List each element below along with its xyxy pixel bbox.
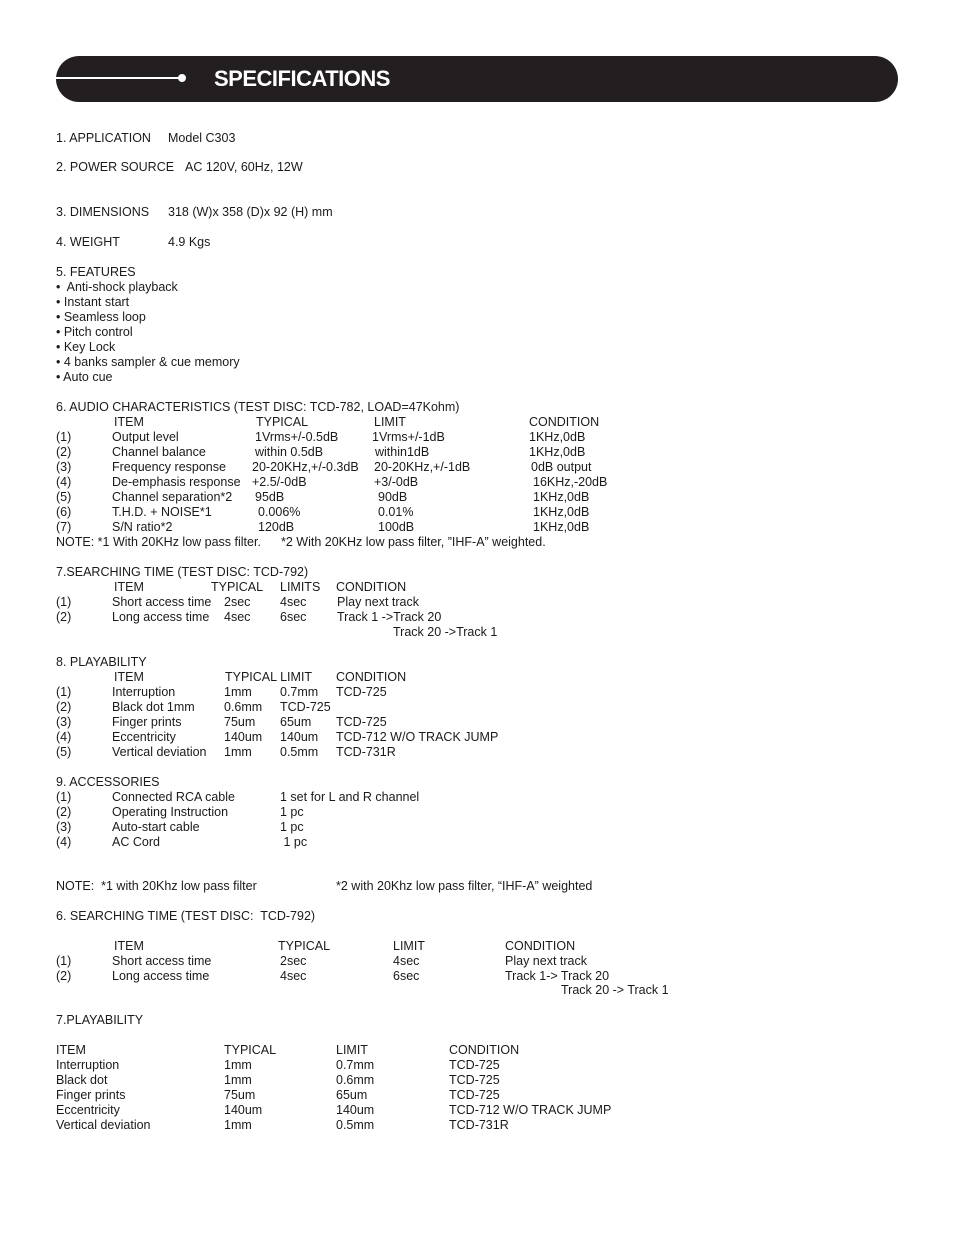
table-cell: AC Cord	[112, 835, 160, 849]
table-cell: (2)	[56, 969, 72, 983]
table-cell: within 0.5dB	[255, 445, 324, 459]
search2-header-limit: LIMIT	[393, 939, 425, 953]
table-cell: 1mm	[224, 745, 252, 759]
table-cell: (3)	[56, 460, 72, 474]
weight-value: 4.9 Kgs	[168, 235, 211, 249]
search1-heading: 7.SEARCHING TIME (TEST DISC: TCD-792)	[56, 565, 309, 579]
table-cell: 2sec	[224, 595, 251, 609]
table-cell: TCD-725	[449, 1073, 500, 1087]
application-label: 1. APPLICATION	[56, 131, 151, 145]
table-cell: TCD-731R	[336, 745, 396, 759]
weight-label: 4. WEIGHT	[56, 235, 120, 249]
table-cell: De-emphasis response	[112, 475, 241, 489]
table-cell: 6sec	[393, 969, 420, 983]
table-cell: (7)	[56, 520, 72, 534]
table-cell: 1mm	[224, 1073, 252, 1087]
table-cell: 1 pc	[280, 835, 308, 849]
table-cell: 4sec	[393, 954, 420, 968]
table-cell: 0.6mm	[224, 700, 263, 714]
table-cell: TCD-725	[280, 700, 331, 714]
audio-header-condition: CONDITION	[529, 415, 600, 429]
table-cell: +2.5/-0dB	[252, 475, 307, 489]
table-cell: 140um	[224, 730, 263, 744]
audio-header-typical: TYPICAL	[256, 415, 309, 429]
table-cell: Black dot	[56, 1073, 108, 1087]
table-cell: 100dB	[378, 520, 415, 534]
table-cell: T.H.D. + NOISE*1	[112, 505, 212, 519]
table-cell: (2)	[56, 445, 72, 459]
table-cell: TCD-712 W/O TRACK JUMP	[449, 1103, 612, 1117]
table-cell: 65um	[336, 1088, 368, 1102]
table-cell: Channel separation*2	[112, 490, 233, 504]
table-cell: (2)	[56, 610, 72, 624]
table-cell: 140um	[280, 730, 319, 744]
table-cell: Channel balance	[112, 445, 206, 459]
table-cell: Interruption	[112, 685, 176, 699]
table-cell: 1mm	[224, 1118, 252, 1132]
search1-header-limits: LIMITS	[280, 580, 321, 594]
search2-heading: 6. SEARCHING TIME (TEST DISC: TCD-792)	[56, 909, 316, 923]
audio-heading: 6. AUDIO CHARACTERISTICS (TEST DISC: TCD-782, LOAD=47Kohm)	[56, 400, 460, 414]
table-cell: 140um	[336, 1103, 375, 1117]
table-cell: 20-20KHz,+/-0.3dB	[252, 460, 359, 474]
feature-item: • Instant start	[56, 295, 130, 309]
table-cell: Eccentricity	[112, 730, 176, 744]
table-cell: (1)	[56, 954, 72, 968]
table-cell: 1 set for L and R channel	[280, 790, 420, 804]
table-cell: Finger prints	[112, 715, 182, 729]
table-cell: 4sec	[280, 969, 307, 983]
table-cell: 1 pc	[280, 820, 304, 834]
section-banner	[56, 56, 898, 102]
table-cell: 1 pc	[280, 805, 304, 819]
table-cell: 1mm	[224, 1058, 252, 1072]
table-cell: 75um	[224, 1088, 256, 1102]
feature-item: • 4 banks sampler & cue memory	[56, 355, 240, 369]
dimensions-value: 318 (W)x 358 (D)x 92 (H) mm	[168, 205, 333, 219]
audio-header-item: ITEM	[114, 415, 144, 429]
banner-dot-icon	[178, 74, 186, 82]
table-cell: (1)	[56, 595, 72, 609]
table-cell: 2sec	[280, 954, 307, 968]
table-cell: (4)	[56, 730, 72, 744]
table-cell: 65um	[280, 715, 312, 729]
table-cell: Frequency response	[112, 460, 226, 474]
table-cell: Track 20 -> Track 1	[561, 983, 669, 997]
table-cell: Finger prints	[56, 1088, 126, 1102]
table-cell: (1)	[56, 790, 72, 804]
table-cell: Track 1 ->Track 20	[337, 610, 442, 624]
table-cell: (2)	[56, 805, 72, 819]
table-cell: 1Vrms+/-1dB	[372, 430, 445, 444]
table-cell: 4sec	[280, 595, 307, 609]
table-cell: 1mm	[224, 685, 252, 699]
features-heading: 5. FEATURES	[56, 265, 136, 279]
feature-item: • Key Lock	[56, 340, 116, 354]
table-cell: Interruption	[56, 1058, 120, 1072]
page-title: SPECIFICATIONS	[214, 66, 390, 91]
audio-header-limit: LIMIT	[374, 415, 406, 429]
table-cell: 1KHz,0dB	[533, 490, 590, 504]
table-cell: TCD-731R	[449, 1118, 509, 1132]
table-cell: 0.6mm	[336, 1073, 375, 1087]
table-cell: 0.01%	[378, 505, 414, 519]
search2-header-condition: CONDITION	[505, 939, 576, 953]
table-cell: (1)	[56, 430, 72, 444]
table-cell: 16KHz,-20dB	[533, 475, 608, 489]
table-cell: Vertical deviation	[56, 1118, 151, 1132]
play2-heading: 7.PLAYABILITY	[56, 1013, 144, 1027]
table-cell: 0.5mm	[280, 745, 319, 759]
table-cell: Long access time	[112, 969, 210, 983]
accessories-heading: 9. ACCESSORIES	[56, 775, 160, 789]
table-cell: S/N ratio*2	[112, 520, 173, 534]
play1-header-item: ITEM	[114, 670, 144, 684]
table-cell: (5)	[56, 490, 72, 504]
search2-header-item: ITEM	[114, 939, 144, 953]
table-cell: 1KHz,0dB	[533, 505, 590, 519]
note-right: *2 with 20Khz low pass filter, “IHF-A” weighted	[336, 879, 593, 893]
play1-header-typical-limit: TYPICAL LIMIT	[225, 670, 313, 684]
application-value: Model C303	[168, 131, 236, 145]
table-cell: TCD-725	[449, 1058, 500, 1072]
dimensions-label: 3. DIMENSIONS	[56, 205, 150, 219]
table-cell: 120dB	[258, 520, 295, 534]
play2-header-condition: CONDITION	[449, 1043, 520, 1057]
table-cell: 0.006%	[258, 505, 301, 519]
audio-note-2: *2 With 20KHz low pass filter, ”IHF-A” weighted.	[281, 535, 546, 549]
play1-heading: 8. PLAYABILITY	[56, 655, 147, 669]
table-cell: TCD-725	[336, 685, 387, 699]
audio-note-1: NOTE: *1 With 20KHz low pass filter.	[56, 535, 261, 549]
table-cell: 95dB	[255, 490, 285, 504]
play2-header-item: ITEM	[56, 1043, 86, 1057]
table-cell: (1)	[56, 685, 72, 699]
feature-item: • Anti-shock playback	[56, 280, 178, 294]
table-cell: Connected RCA cable	[112, 790, 235, 804]
table-cell: TCD-712 W/O TRACK JUMP	[336, 730, 499, 744]
table-cell: TCD-725	[336, 715, 387, 729]
table-cell: Track 1-> Track 20	[505, 969, 610, 983]
table-cell: (6)	[56, 505, 72, 519]
table-cell: 4sec	[224, 610, 251, 624]
table-cell: Short access time	[112, 595, 212, 609]
table-cell: 75um	[224, 715, 256, 729]
banner-line	[56, 77, 180, 79]
table-cell: Long access time	[112, 610, 210, 624]
table-cell: 1KHz,0dB	[529, 445, 586, 459]
search2-header-typical: TYPICAL	[278, 939, 331, 953]
table-cell: Play next track	[337, 595, 419, 609]
play2-header-typical: TYPICAL	[224, 1043, 277, 1057]
feature-item: • Seamless loop	[56, 310, 146, 324]
table-cell: (2)	[56, 700, 72, 714]
table-cell: 1KHz,0dB	[533, 520, 590, 534]
table-cell: (3)	[56, 820, 72, 834]
table-cell: TCD-725	[449, 1088, 500, 1102]
table-cell: 0.7mm	[280, 685, 319, 699]
table-cell: within1dB	[375, 445, 430, 459]
table-cell: 1KHz,0dB	[529, 430, 586, 444]
table-cell: Track 20 ->Track 1	[393, 625, 498, 639]
table-cell: 20-20KHz,+/-1dB	[374, 460, 471, 474]
table-cell: 140um	[224, 1103, 263, 1117]
table-cell: Auto-start cable	[112, 820, 200, 834]
table-cell: 1Vrms+/-0.5dB	[255, 430, 339, 444]
table-cell: Play next track	[505, 954, 587, 968]
feature-item: • Auto cue	[56, 370, 113, 384]
table-cell: 0.5mm	[336, 1118, 375, 1132]
feature-item: • Pitch control	[56, 325, 133, 339]
table-cell: Black dot 1mm	[112, 700, 195, 714]
table-cell: 0.7mm	[336, 1058, 375, 1072]
table-cell: +3/-0dB	[374, 475, 419, 489]
table-cell: 6sec	[280, 610, 307, 624]
search1-header-typical: TYPICAL	[211, 580, 264, 594]
table-cell: (4)	[56, 835, 72, 849]
search1-header-condition: CONDITION	[336, 580, 407, 594]
table-cell: Operating Instruction	[112, 805, 229, 819]
table-cell: Output level	[112, 430, 179, 444]
table-cell: 0dB output	[531, 460, 592, 474]
play2-header-limit: LIMIT	[336, 1043, 368, 1057]
note-left: NOTE: *1 with 20Khz low pass filter	[56, 879, 257, 893]
table-cell: Eccentricity	[56, 1103, 120, 1117]
table-cell: Vertical deviation	[112, 745, 207, 759]
search1-header-item: ITEM	[114, 580, 144, 594]
table-cell: (5)	[56, 745, 72, 759]
power-label: 2. POWER SOURCE	[56, 160, 175, 174]
table-cell: (4)	[56, 475, 72, 489]
power-value: AC 120V, 60Hz, 12W	[185, 160, 303, 174]
table-cell: (3)	[56, 715, 72, 729]
play1-header-condition: CONDITION	[336, 670, 407, 684]
table-cell: 90dB	[378, 490, 408, 504]
table-cell: Short access time	[112, 954, 212, 968]
